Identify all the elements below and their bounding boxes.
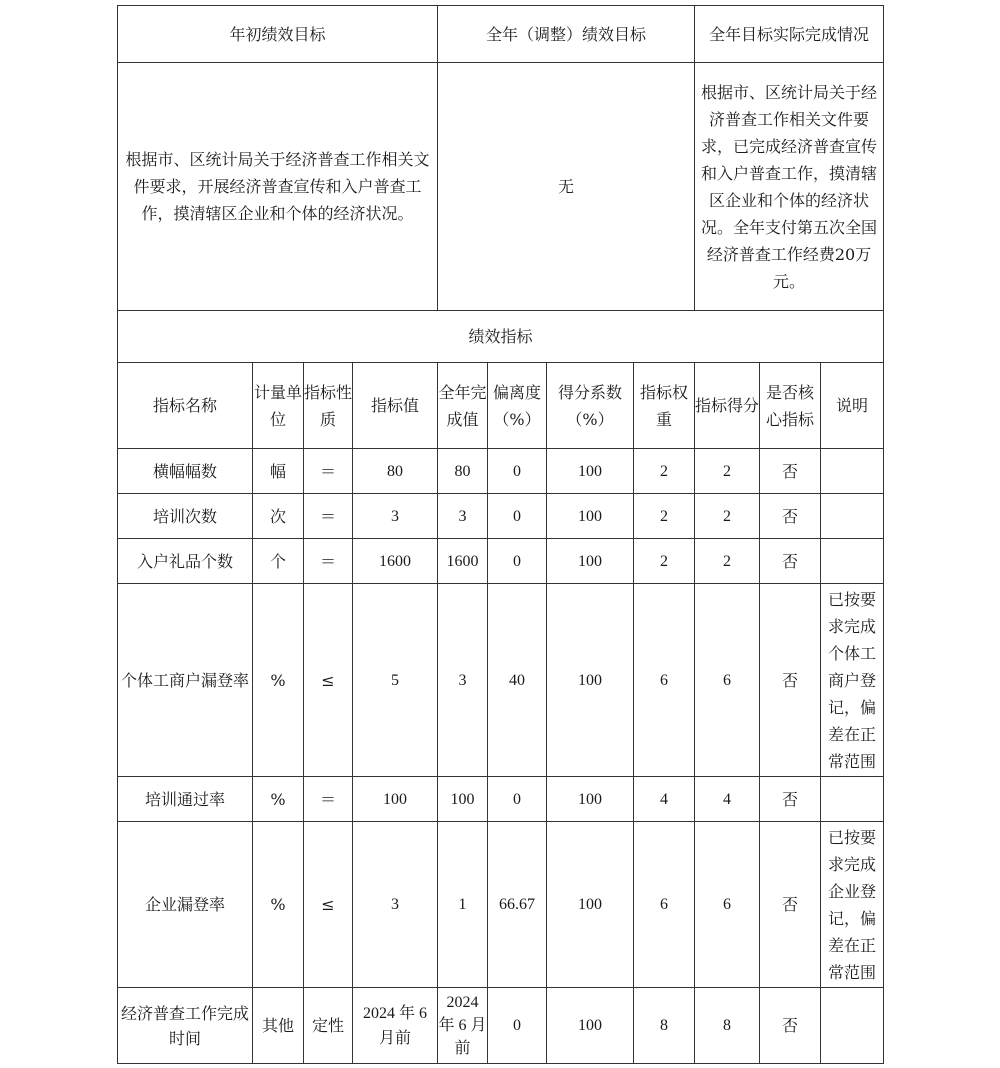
indicator-coefficient: 100 — [547, 822, 634, 988]
col-weight: 指标权重 — [634, 363, 695, 449]
performance-table — [117, 5, 884, 1064]
col-core: 是否核心指标 — [760, 363, 821, 449]
col-target: 指标值 — [353, 363, 438, 449]
indicator-target: 3 — [353, 494, 438, 539]
col-actual: 全年完成值 — [438, 363, 488, 449]
indicator-core: 否 — [760, 494, 821, 539]
indicator-score: 6 — [695, 584, 760, 777]
indicator-weight: 2 — [634, 449, 695, 494]
section-title-row — [118, 311, 884, 363]
indicator-core: 否 — [760, 539, 821, 584]
indicator-actual: 1 — [438, 822, 488, 988]
indicator-name: 入户礼品个数 — [118, 539, 253, 584]
indicator-note: 已按要求完成个体工商户登记，偏差在正常范围 — [821, 584, 884, 777]
indicator-coefficient: 100 — [547, 777, 634, 822]
indicator-coefficient: 100 — [547, 539, 634, 584]
indicator-name: 经济普查工作完成时间 — [118, 988, 253, 1064]
indicator-deviation: 40 — [488, 584, 547, 777]
indicator-unit: 个 — [253, 539, 304, 584]
indicator-target: 1600 — [353, 539, 438, 584]
indicator-score: 2 — [695, 494, 760, 539]
indicator-coefficient: 100 — [547, 494, 634, 539]
indicator-nature: ＝ — [304, 539, 353, 584]
indicator-weight: 4 — [634, 777, 695, 822]
column-header-row — [118, 363, 884, 449]
indicator-note — [821, 449, 884, 494]
indicator-core: 否 — [760, 584, 821, 777]
table-row — [118, 988, 884, 1064]
indicator-unit: % — [253, 822, 304, 988]
col-coefficient: 得分系数（%） — [547, 363, 634, 449]
indicator-score: 8 — [695, 988, 760, 1064]
indicator-note — [821, 539, 884, 584]
col-name: 指标名称 — [118, 363, 253, 449]
indicator-deviation: 66.67 — [488, 822, 547, 988]
indicator-name: 横幅幅数 — [118, 449, 253, 494]
table-row — [118, 584, 884, 777]
actual-completion-text: 根据市、区统计局关于经济普查工作相关文件要求，已完成经济普查宣传和入户普查工作，摸清辖区企业和个体的经济状况。全年支付第五次全国经济普查工作经费20万元。 — [695, 63, 884, 311]
indicator-coefficient: 100 — [547, 449, 634, 494]
indicator-actual: 3 — [438, 584, 488, 777]
indicator-score: 4 — [695, 777, 760, 822]
col-unit: 计量单位 — [253, 363, 304, 449]
goals-header-row — [118, 6, 884, 63]
indicator-nature: ＝ — [304, 494, 353, 539]
indicator-score: 6 — [695, 822, 760, 988]
goals-content-row — [118, 63, 884, 311]
indicator-core: 否 — [760, 822, 821, 988]
indicator-coefficient: 100 — [547, 584, 634, 777]
indicator-deviation: 0 — [488, 449, 547, 494]
col-nature: 指标性质 — [304, 363, 353, 449]
col-deviation: 偏离度（%） — [488, 363, 547, 449]
adjusted-goal-text: 无 — [438, 63, 695, 311]
indicator-score: 2 — [695, 449, 760, 494]
indicator-score: 2 — [695, 539, 760, 584]
indicator-deviation: 0 — [488, 494, 547, 539]
indicator-unit: 幅 — [253, 449, 304, 494]
col-note: 说明 — [821, 363, 884, 449]
indicator-unit: 其他 — [253, 988, 304, 1064]
indicator-deviation: 0 — [488, 539, 547, 584]
table-row — [118, 777, 884, 822]
table-row — [118, 449, 884, 494]
indicator-nature: ≤ — [304, 822, 353, 988]
col-score: 指标得分 — [695, 363, 760, 449]
indicator-name: 培训次数 — [118, 494, 253, 539]
header-initial-goal: 年初绩效目标 — [118, 6, 438, 63]
indicator-core: 否 — [760, 777, 821, 822]
table-row — [118, 539, 884, 584]
indicator-note — [821, 988, 884, 1064]
indicator-unit: % — [253, 584, 304, 777]
indicator-target: 3 — [353, 822, 438, 988]
indicator-note: 已按要求完成企业登记，偏差在正常范围 — [821, 822, 884, 988]
indicator-weight: 6 — [634, 822, 695, 988]
indicator-nature: ＝ — [304, 449, 353, 494]
indicator-note — [821, 494, 884, 539]
indicator-actual: 3 — [438, 494, 488, 539]
initial-goal-text: 根据市、区统计局关于经济普查工作相关文件要求，开展经济普查宣传和入户普查工作，摸清辖区企业和个体的经济状况。 — [118, 63, 438, 311]
indicator-weight: 6 — [634, 584, 695, 777]
indicator-name: 企业漏登率 — [118, 822, 253, 988]
indicator-target: 80 — [353, 449, 438, 494]
indicator-nature: ≤ — [304, 584, 353, 777]
indicator-actual: 2024 年 6 月前 — [438, 988, 488, 1064]
table-row — [118, 494, 884, 539]
indicator-coefficient: 100 — [547, 988, 634, 1064]
indicator-actual: 80 — [438, 449, 488, 494]
indicator-target: 5 — [353, 584, 438, 777]
indicator-weight: 2 — [634, 494, 695, 539]
indicator-actual: 100 — [438, 777, 488, 822]
indicator-weight: 8 — [634, 988, 695, 1064]
indicator-core: 否 — [760, 988, 821, 1064]
indicator-weight: 2 — [634, 539, 695, 584]
indicator-nature: 定性 — [304, 988, 353, 1064]
header-actual-completion: 全年目标实际完成情况 — [695, 6, 884, 63]
section-title: 绩效指标 — [118, 311, 884, 363]
indicator-name: 个体工商户漏登率 — [118, 584, 253, 777]
indicator-actual: 1600 — [438, 539, 488, 584]
indicator-nature: ＝ — [304, 777, 353, 822]
indicator-deviation: 0 — [488, 777, 547, 822]
indicator-unit: % — [253, 777, 304, 822]
indicator-name: 培训通过率 — [118, 777, 253, 822]
header-adjusted-goal: 全年（调整）绩效目标 — [438, 6, 695, 63]
indicator-target: 2024 年 6 月前 — [353, 988, 438, 1064]
indicator-core: 否 — [760, 449, 821, 494]
indicator-deviation: 0 — [488, 988, 547, 1064]
indicator-unit: 次 — [253, 494, 304, 539]
indicator-note — [821, 777, 884, 822]
indicator-target: 100 — [353, 777, 438, 822]
table-row — [118, 822, 884, 988]
